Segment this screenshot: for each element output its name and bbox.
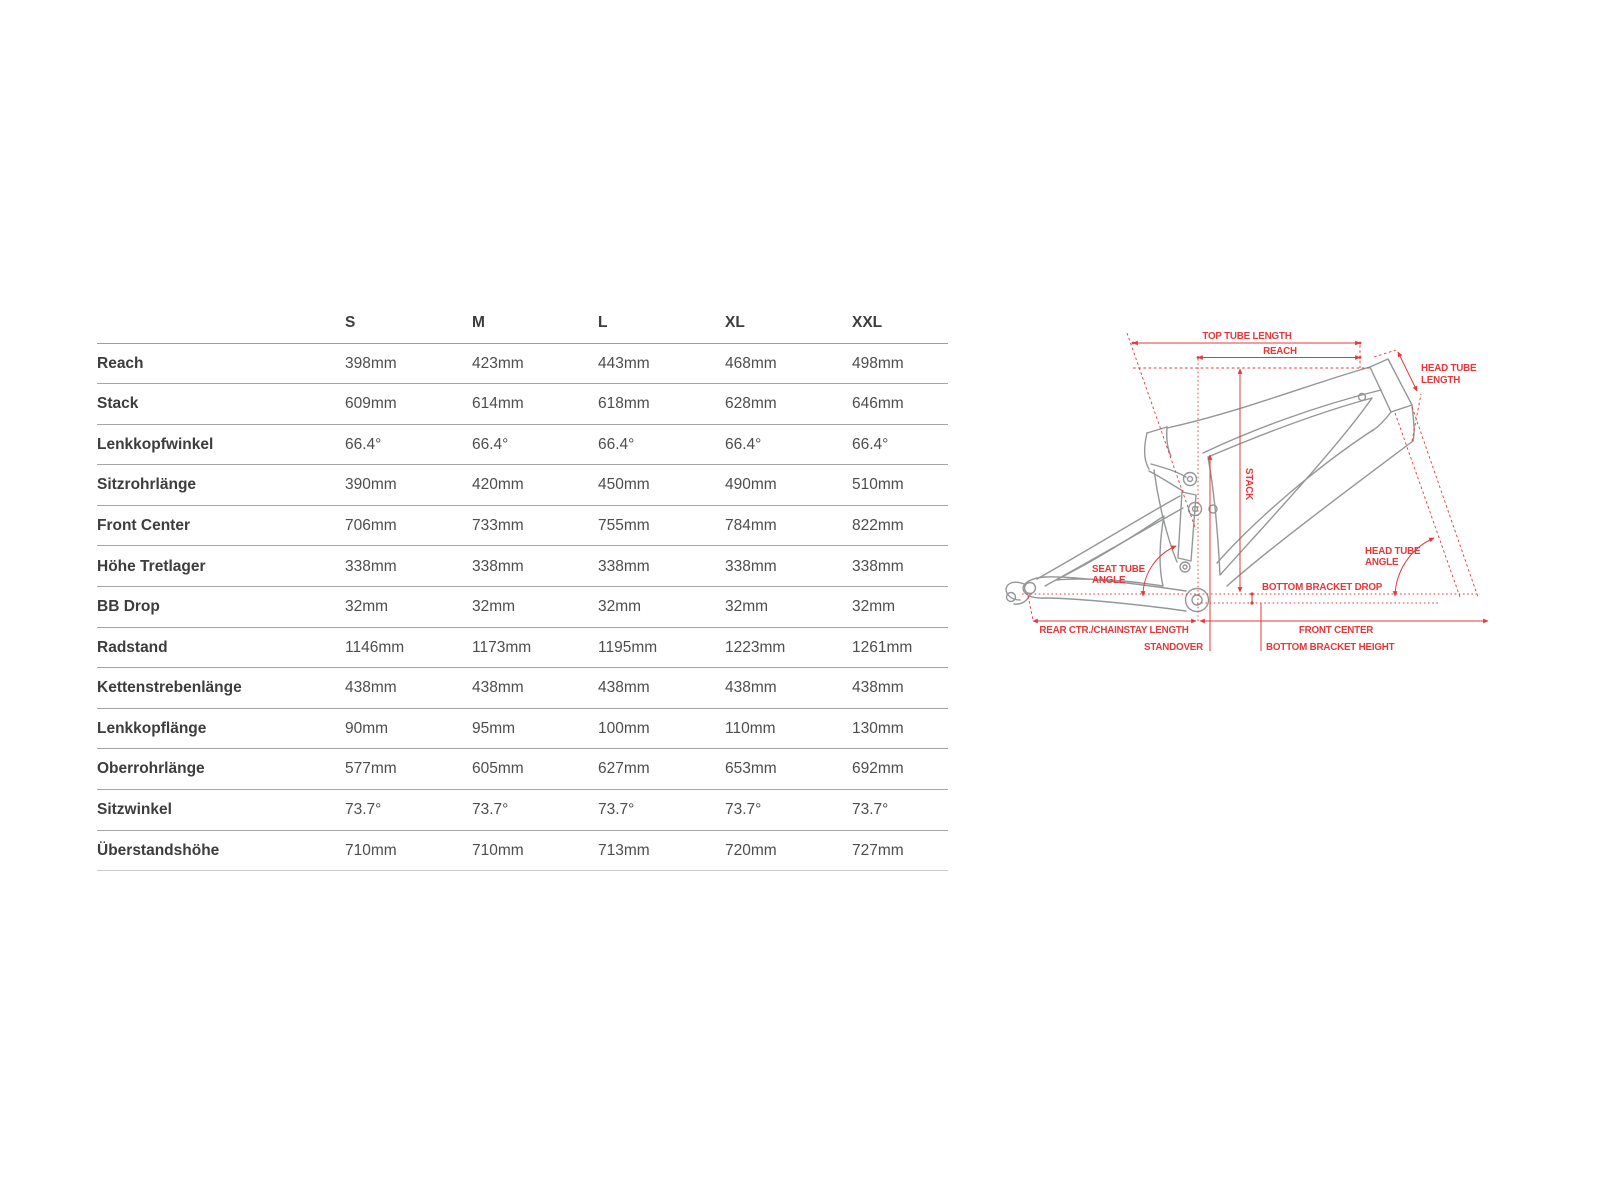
cell-value: 398mm: [345, 343, 472, 384]
head-tube-length-line: [1398, 352, 1417, 391]
table-row: [97, 668, 948, 709]
cell-value: 450mm: [598, 465, 725, 506]
cell-value: 614mm: [472, 384, 598, 425]
table-row: [97, 627, 948, 668]
row-label: Höhe Tretlager: [97, 546, 345, 587]
bottom-bracket: [1186, 589, 1209, 612]
cell-value: 653mm: [725, 749, 852, 790]
seat-tube-angle-label-line1: SEAT TUBE: [1092, 564, 1145, 575]
cell-value: 66.4°: [345, 424, 472, 465]
cell-value: 66.4°: [472, 424, 598, 465]
cell-value: 32mm: [472, 587, 598, 628]
cell-value: 710mm: [345, 830, 472, 871]
row-label: Überstandshöhe: [97, 830, 345, 871]
cell-value: 755mm: [598, 505, 725, 546]
table-row: [97, 546, 948, 587]
cell-value: 438mm: [345, 668, 472, 709]
row-label: Lenkkopflänge: [97, 708, 345, 749]
cell-value: 627mm: [598, 749, 725, 790]
cell-value: 66.4°: [725, 424, 852, 465]
bottom-bracket-height-label: BOTTOM BRACKET HEIGHT: [1266, 642, 1395, 653]
cell-value: 338mm: [725, 546, 852, 587]
cell-value: 646mm: [852, 384, 948, 425]
cell-value: 338mm: [345, 546, 472, 587]
cell-value: 1173mm: [472, 627, 598, 668]
cell-value: 443mm: [598, 343, 725, 384]
rear-axle: [1025, 583, 1036, 594]
standover-label: STANDOVER: [1144, 642, 1203, 653]
cell-value: 95mm: [472, 708, 598, 749]
table-row: [97, 708, 948, 749]
cell-value: 66.4°: [852, 424, 948, 465]
cell-value: 438mm: [598, 668, 725, 709]
cell-value: 490mm: [725, 465, 852, 506]
row-label: Radstand: [97, 627, 345, 668]
row-label: Oberrohrlänge: [97, 749, 345, 790]
cell-value: 110mm: [725, 708, 852, 749]
cell-value: 710mm: [472, 830, 598, 871]
cell-value: 130mm: [852, 708, 948, 749]
cell-value: 73.7°: [345, 790, 472, 831]
cell-value: 720mm: [725, 830, 852, 871]
table-row: [97, 424, 948, 465]
header-size-xxl: XXL: [852, 303, 948, 343]
steering-axis-front: [1412, 407, 1478, 597]
row-label: BB Drop: [97, 587, 345, 628]
header-row: [97, 303, 948, 343]
cell-value: 1146mm: [345, 627, 472, 668]
cell-value: 390mm: [345, 465, 472, 506]
cell-value: 692mm: [852, 749, 948, 790]
row-label: Reach: [97, 343, 345, 384]
cell-value: 66.4°: [598, 424, 725, 465]
cell-value: 727mm: [852, 830, 948, 871]
cell-value: 713mm: [598, 830, 725, 871]
row-label: Stack: [97, 384, 345, 425]
top-tube-length-label: TOP TUBE LENGTH: [1202, 331, 1292, 342]
dimension-annotations: [1022, 331, 1488, 653]
cell-value: 1223mm: [725, 627, 852, 668]
cell-value: 32mm: [852, 587, 948, 628]
cell-value: 822mm: [852, 505, 948, 546]
head-tube-length-label-line1: HEAD TUBE: [1421, 363, 1477, 374]
row-label: Sitzwinkel: [97, 790, 345, 831]
rear-axle-tick: [1028, 596, 1033, 620]
header-size-s: S: [345, 303, 472, 343]
cell-value: 510mm: [852, 465, 948, 506]
cell-value: 784mm: [725, 505, 852, 546]
cell-value: 468mm: [725, 343, 852, 384]
cell-value: 338mm: [598, 546, 725, 587]
row-label: Front Center: [97, 505, 345, 546]
header-size-xl: XL: [725, 303, 852, 343]
seat-tube-axis-line: [1127, 333, 1196, 530]
rear-center-label: REAR CTR./CHAINSTAY LENGTH: [1039, 625, 1189, 636]
cell-value: 420mm: [472, 465, 598, 506]
head-tube-angle-label-line1: HEAD TUBE: [1365, 546, 1421, 557]
table-row: [97, 587, 948, 628]
geometry-table: [97, 303, 948, 871]
cell-value: 73.7°: [598, 790, 725, 831]
cell-value: 628mm: [725, 384, 852, 425]
geometry-table-header: [97, 303, 948, 343]
cell-value: 32mm: [725, 587, 852, 628]
table-row: [97, 749, 948, 790]
cell-value: 438mm: [725, 668, 852, 709]
stack-label: STACK: [1243, 467, 1254, 501]
cell-value: 100mm: [598, 708, 725, 749]
cell-value: 73.7°: [725, 790, 852, 831]
cell-value: 438mm: [472, 668, 598, 709]
reach-label: REACH: [1263, 346, 1297, 357]
table-row: [97, 790, 948, 831]
head-tube-angle-label-line2: ANGLE: [1365, 557, 1399, 568]
cell-value: 338mm: [472, 546, 598, 587]
table-row: [97, 505, 948, 546]
table-row: [97, 465, 948, 506]
seat-tube-angle-label-line2: ANGLE: [1092, 575, 1126, 586]
head-tube-length-label-line2: LENGTH: [1421, 375, 1461, 386]
cell-value: 32mm: [345, 587, 472, 628]
cell-value: 733mm: [472, 505, 598, 546]
table-row: [97, 384, 948, 425]
steering-axis-rear: [1395, 413, 1460, 597]
table-row: [97, 343, 948, 384]
cell-value: 438mm: [852, 668, 948, 709]
row-label: Kettenstrebenlänge: [97, 668, 345, 709]
cell-value: 338mm: [852, 546, 948, 587]
cell-value: 73.7°: [472, 790, 598, 831]
geometry-table-body: [97, 343, 948, 871]
cell-value: 1261mm: [852, 627, 948, 668]
cell-value: 90mm: [345, 708, 472, 749]
cell-value: 706mm: [345, 505, 472, 546]
header-size-m: M: [472, 303, 598, 343]
frame-geometry-diagram: [995, 315, 1510, 665]
bottom-bracket-drop-label: BOTTOM BRACKET DROP: [1262, 582, 1383, 593]
cell-value: 32mm: [598, 587, 725, 628]
cell-value: 423mm: [472, 343, 598, 384]
cell-value: 609mm: [345, 384, 472, 425]
cell-value: 618mm: [598, 384, 725, 425]
cell-value: 73.7°: [852, 790, 948, 831]
table-row: [97, 830, 948, 871]
front-center-label: FRONT CENTER: [1298, 625, 1374, 636]
cell-value: 605mm: [472, 749, 598, 790]
cell-value: 498mm: [852, 343, 948, 384]
row-label: Sitzrohrlänge: [97, 465, 345, 506]
cell-value: 1195mm: [598, 627, 725, 668]
head-tube-length-tick-top: [1374, 350, 1396, 357]
header-size-l: L: [598, 303, 725, 343]
row-label: Lenkkopfwinkel: [97, 424, 345, 465]
header-empty-cell: [97, 303, 345, 343]
cell-value: 577mm: [345, 749, 472, 790]
